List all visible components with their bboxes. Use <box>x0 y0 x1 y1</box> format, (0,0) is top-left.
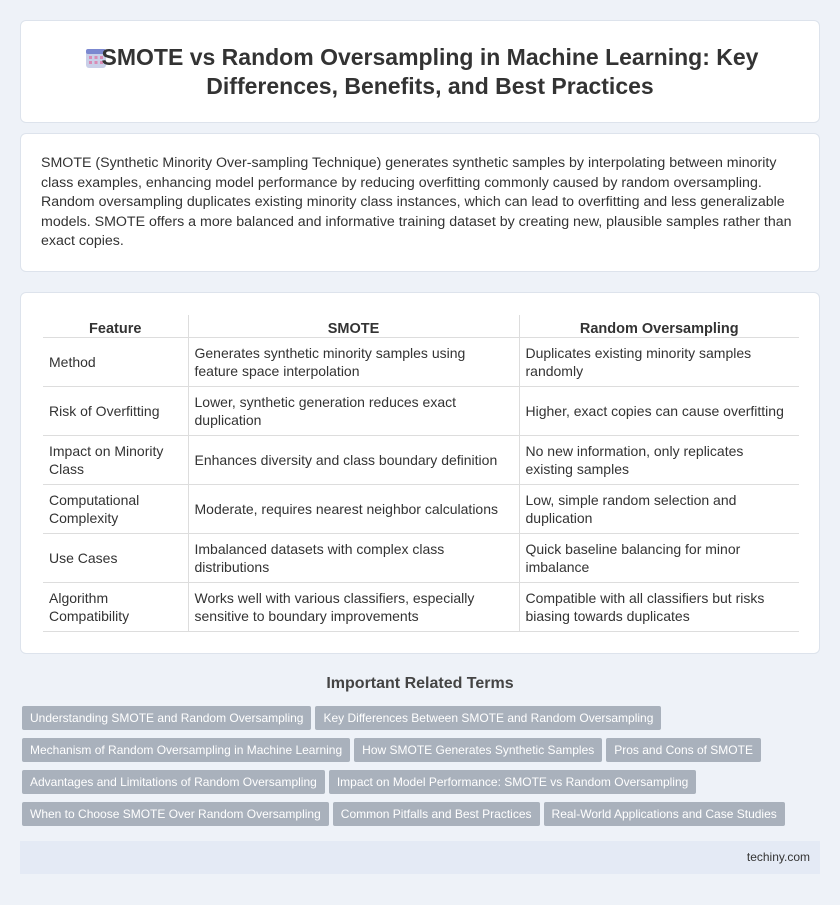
table-cell: Duplicates existing minority samples randomly <box>519 337 799 386</box>
footer <box>20 841 820 874</box>
table-cell: Method <box>43 337 188 386</box>
table-cell: Enhances diversity and class boundary definition <box>188 435 519 484</box>
page-title: SMOTE vs Random Oversampling in Machine Learning: Key Differences, Benefits, and Best Practices <box>101 44 759 99</box>
related-term-tag[interactable]: Real-World Applications and Case Studies <box>544 802 785 826</box>
table-row <box>43 386 799 435</box>
table-cell: Lower, synthetic generation reduces exact duplication <box>188 386 519 435</box>
related-term-tag[interactable]: Pros and Cons of SMOTE <box>606 738 761 762</box>
table-cell: Higher, exact copies can cause overfitting <box>519 386 799 435</box>
related-terms-list <box>22 706 812 834</box>
table-cell: Use Cases <box>43 533 188 582</box>
comparison-table-card <box>20 292 820 654</box>
column-header-random-oversampling: Random Oversampling <box>519 315 799 337</box>
related-term-tag[interactable]: How SMOTE Generates Synthetic Samples <box>354 738 602 762</box>
footer-site[interactable]: techiny.com <box>746 850 810 864</box>
related-term-tag[interactable]: When to Choose SMOTE Over Random Oversampling <box>22 802 329 826</box>
related-term-tag[interactable]: Key Differences Between SMOTE and Random Oversampling <box>315 706 661 730</box>
table-cell: Risk of Overfitting <box>43 386 188 435</box>
column-header-smote: SMOTE <box>188 315 519 337</box>
table-cell: Imbalanced datasets with complex class distributions <box>188 533 519 582</box>
table-cell: Generates synthetic minority samples using feature space interpolation <box>188 337 519 386</box>
table-cell: Compatible with all classifiers but risks biasing towards duplicates <box>519 582 799 631</box>
related-term-tag[interactable]: Understanding SMOTE and Random Oversampling <box>22 706 311 730</box>
comparison-table <box>43 315 799 632</box>
table-cell: Impact on Minority Class <box>43 435 188 484</box>
table-cell: Algorithm Compatibility <box>43 582 188 631</box>
table-row <box>43 337 799 386</box>
table-row <box>43 484 799 533</box>
related-terms-heading: Important Related Terms <box>326 675 514 692</box>
table-cell: Works well with various classifiers, especially sensitive to boundary improvements <box>188 582 519 631</box>
related-term-tag[interactable]: Impact on Model Performance: SMOTE vs Random Oversampling <box>329 770 696 794</box>
title-card <box>20 20 820 123</box>
table-row <box>43 582 799 631</box>
table-cell: No new information, only replicates existing samples <box>519 435 799 484</box>
table-header-row <box>43 315 799 337</box>
table-cell: Moderate, requires nearest neighbor calculations <box>188 484 519 533</box>
related-term-tag[interactable]: Mechanism of Random Oversampling in Machine Learning <box>22 738 350 762</box>
table-row <box>43 435 799 484</box>
column-header-feature: Feature <box>43 315 188 337</box>
related-term-tag[interactable]: Advantages and Limitations of Random Oversampling <box>22 770 325 794</box>
table-cell: Low, simple random selection and duplication <box>519 484 799 533</box>
table-cell: Quick baseline balancing for minor imbalance <box>519 533 799 582</box>
related-term-tag[interactable]: Common Pitfalls and Best Practices <box>333 802 540 826</box>
table-cell: Computational Complexity <box>43 484 188 533</box>
intro-paragraph: SMOTE (Synthetic Minority Over-sampling Technique) generates synthetic samples by interpolating between minority class examples, enhancing model performance by reducing overfitting commonly caused by random oversampling. Random oversampling duplicates existing minority class instances, which can lead to overfitting and less generalizable models. SMOTE offers a more balanced and informative training dataset by creating new, plausible samples rather than exact copies. <box>41 155 792 249</box>
table-row <box>43 533 799 582</box>
intro-card <box>20 133 820 272</box>
